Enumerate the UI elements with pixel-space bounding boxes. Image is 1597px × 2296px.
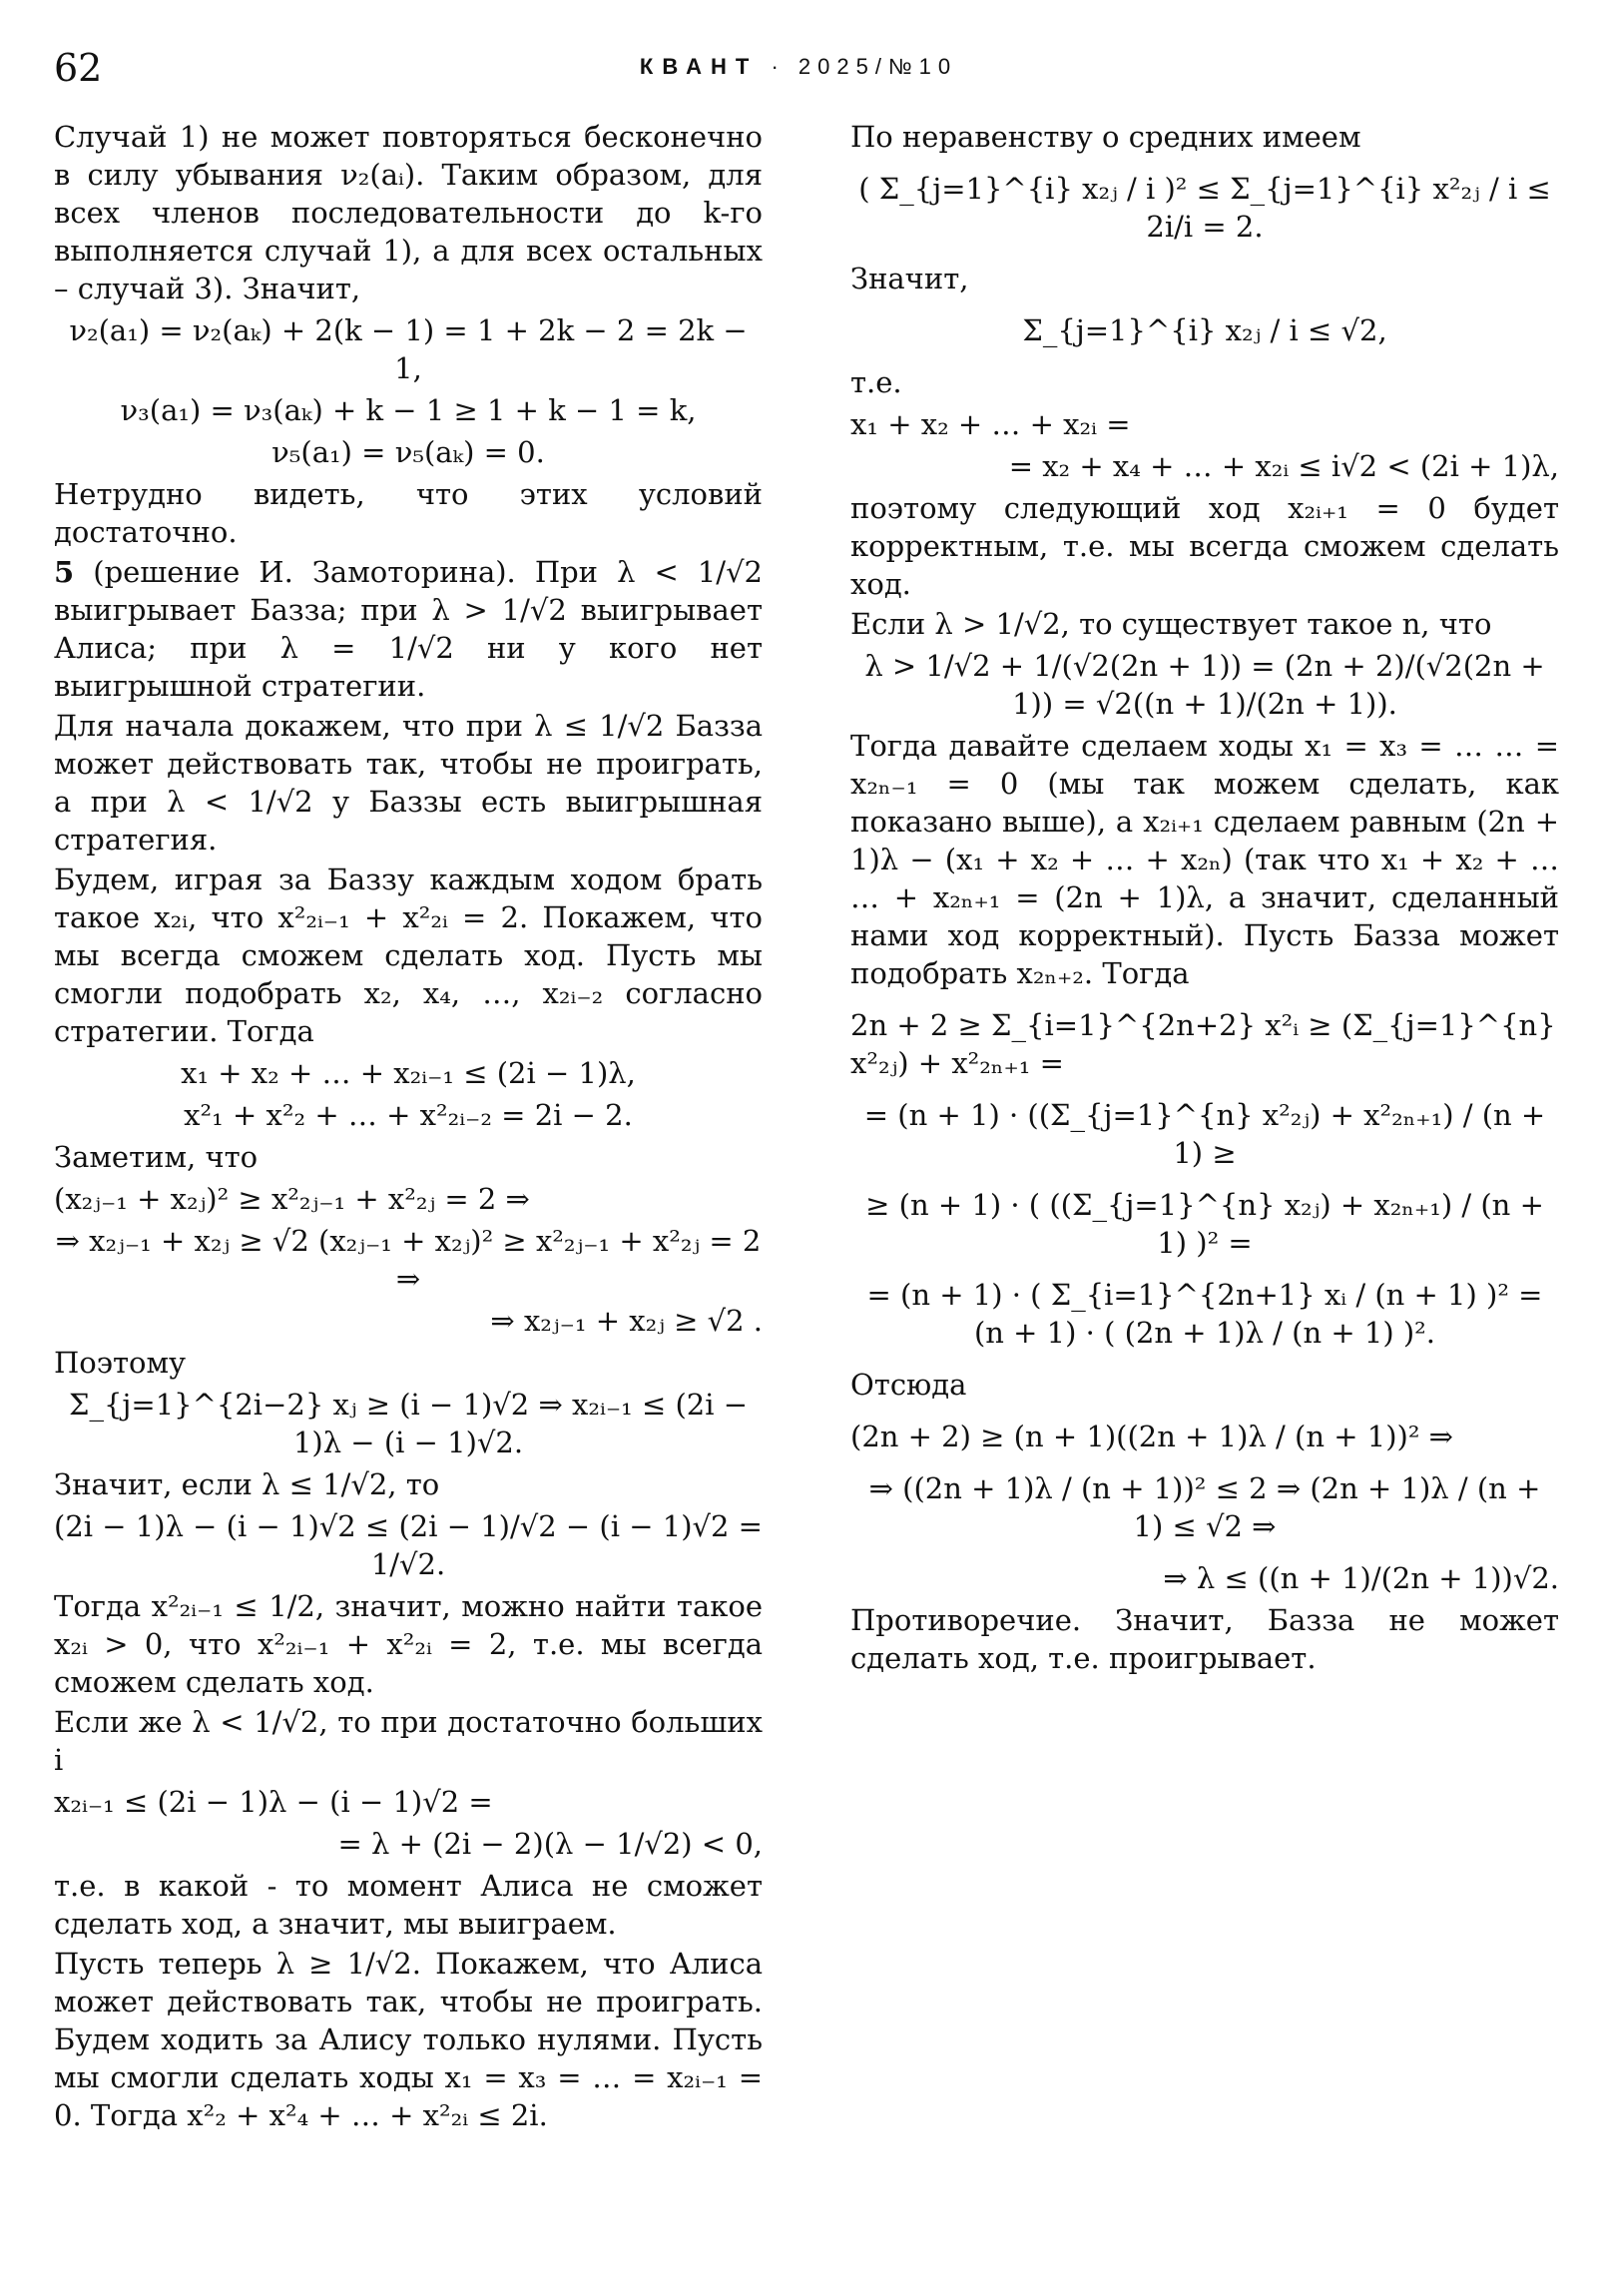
paragraph: Значит, [850, 262, 969, 295]
paragraph: поэтому следующий ход x₂ᵢ₊₁ = 0 будет корректным, т.е. мы всегда сможем сделать ход. [850, 491, 1559, 601]
paragraph: Нетрудно видеть, что этих условий достаточно. [54, 477, 763, 549]
equation: ν₃(a₁) = ν₃(aₖ) + k − 1 ≥ 1 + k − 1 = k, [120, 393, 697, 427]
equation: ( Σ_{j=1}^{i} x₂ⱼ / i )² ≤ Σ_{j=1}^{i} x²₂ⱼ / i ≤ 2i/i = 2. [858, 172, 1551, 244]
paragraph: Если же λ < 1/√2, то при достаточно больших i [54, 1705, 763, 1777]
equation: x₁ + x₂ + … + x₂ᵢ₋₁ ≤ (2i − 1)λ, [181, 1056, 636, 1090]
page-header [54, 46, 1543, 90]
equation: ≥ (n + 1) · ( ((Σ_{j=1}^{n} x₂ⱼ) + x₂ₙ₊₁) / (n + 1) )² = [865, 1188, 1544, 1260]
paragraph: Случай 1) не может повторяться бесконечно в силу убывания ν₂(aᵢ). Таким образом, для всех членов последовательности до k-го выполняется случай 1), а для всех остальных – случай 3). Значит, [54, 120, 763, 305]
equation: = (n + 1) · ( Σ_{i=1}^{2n+1} xᵢ / (n + 1) )² = (n + 1) · ( (2n + 1)λ / (n + 1) )². [866, 1278, 1543, 1350]
running-head [54, 54, 1543, 80]
left-column [54, 118, 763, 2136]
equation: (2i − 1)λ − (i − 1)√2 ≤ (2i − 1)/√2 − (i − 1)√2 = 1/√2. [54, 1509, 763, 1581]
equation: = λ + (2i − 2)(λ − 1/√2) < 0, [337, 1827, 763, 1861]
equation: ν₂(a₁) = ν₂(aₖ) + 2(k − 1) = 1 + 2k − 2 = 2k − 1, [69, 313, 748, 385]
paragraph: Тогда давайте сделаем ходы x₁ = x₃ = … … = x₂ₙ₋₁ = 0 (мы так можем сделать, как показано выше), а x₂ᵢ₊₁ сделаем равным (2n + 1)λ − (x₁ + x₂ + … + x₂ₙ) (так что x₁ + x₂ + … … + x₂ₙ₊₁ = (2n + 1)λ, а значит, сделанный нами ход корректный). Пусть Базза может подобрать x₂ₙ₊₂. Тогда [850, 729, 1559, 990]
paragraph: Тогда x²₂ᵢ₋₁ ≤ 1/2, значит, можно найти такое x₂ᵢ > 0, что x²₂ᵢ₋₁ + x²₂ᵢ = 2, т.е. мы всегда сможем сделать ход. [54, 1589, 763, 1699]
paragraph: Заметим, что [54, 1140, 259, 1174]
paragraph: Противоречие. Значит, Базза не может сделать ход, т.е. проигрывает. [850, 1603, 1559, 1675]
paragraph: Поэтому [54, 1346, 187, 1380]
paragraph: Отсюда [850, 1368, 967, 1402]
paragraph: Значит, если λ ≤ 1/√2, то [54, 1467, 440, 1501]
issue-label: · 2025/№10 [771, 54, 958, 79]
equation: λ > 1/√2 + 1/(√2(2n + 1)) = (2n + 2)/(√2(2n + 1)) = √2((n + 1)/(2n + 1)). [864, 649, 1545, 721]
equation: x₂ᵢ₋₁ ≤ (2i − 1)λ − (i − 1)√2 = [54, 1785, 493, 1819]
equation: x₁ + x₂ + … + x₂ᵢ = [850, 407, 1131, 441]
right-column [850, 118, 1559, 1679]
paragraph: Будем, играя за Баззу каждым ходом брать такое x₂ᵢ, что x²₂ᵢ₋₁ + x²₂ᵢ = 2. Покажем, что мы всегда сможем сделать ход. Пусть мы смогли подобрать x₂, x₄, …, x₂ᵢ₋₂ согласно стратегии. Тогда [54, 862, 763, 1048]
equation: ⇒ ((2n + 1)λ / (n + 1))² ≤ 2 ⇒ (2n + 1)λ / (n + 1) ≤ √2 ⇒ [868, 1471, 1541, 1543]
paragraph: т.е. в какой - то момент Алиса не сможет сделать ход, а значит, мы выиграем. [54, 1869, 763, 1941]
equation: ν₅(a₁) = ν₅(aₖ) = 0. [271, 435, 545, 469]
equation: = x₂ + x₄ + … + x₂ᵢ ≤ i√2 < (2i + 1)λ, [1008, 449, 1559, 483]
paragraph: Если λ > 1/√2, то существует такое n, что [850, 607, 1492, 641]
paragraph: По неравенству о средних имеем [850, 120, 1361, 154]
equation: ⇒ x₂ⱼ₋₁ + x₂ⱼ ≥ √2 . [490, 1304, 763, 1338]
equation: x²₁ + x²₂ + … + x²₂ᵢ₋₂ = 2i − 2. [184, 1098, 633, 1132]
equation: ⇒ λ ≤ ((n + 1)/(2n + 1))√2. [1163, 1561, 1559, 1595]
equation: Σ_{j=1}^{i} x₂ⱼ / i ≤ √2, [1022, 313, 1387, 347]
paragraph [54, 553, 763, 705]
journal-name: КВАНТ [639, 54, 759, 79]
equation: = (n + 1) · ((Σ_{j=1}^{n} x²₂ⱼ) + x²₂ₙ₊₁) / (n + 1) ≥ [863, 1098, 1546, 1170]
equation: 2n + 2 ≥ Σ_{i=1}^{2n+2} x²ᵢ ≥ (Σ_{j=1}^{n} x²₂ⱼ) + x²₂ₙ₊₁ = [850, 1008, 1556, 1080]
page-number: 62 [54, 46, 103, 90]
paragraph: Пусть теперь λ ≥ 1/√2. Покажем, что Алиса может действовать так, чтобы не проиграть. Будем ходить за Алису только нулями. Пусть мы смогли сделать ходы x₁ = x₃ = … = x₂ᵢ₋₁ = 0. Тогда x²₂ + x²₄ + … + x²₂ᵢ ≤ 2i. [54, 1947, 763, 2132]
equation: (x₂ⱼ₋₁ + x₂ⱼ)² ≥ x²₂ⱼ₋₁ + x²₂ⱼ = 2 ⇒ [54, 1182, 530, 1216]
problem-number: 5 [54, 555, 75, 589]
paragraph: т.е. [850, 365, 902, 399]
equation: (2n + 2) ≥ (n + 1)((2n + 1)λ / (n + 1))² ⇒ [850, 1420, 1453, 1453]
equation: ⇒ x₂ⱼ₋₁ + x₂ⱼ ≥ √2 (x₂ⱼ₋₁ + x₂ⱼ)² ≥ x²₂ⱼ₋₁ + x²₂ⱼ = 2 ⇒ [55, 1224, 762, 1296]
paragraph-text: (решение И. Замоторина). При λ < 1/√2 выигрывает Базза; при λ > 1/√2 выигрывает Алиса; при λ = 1/√2 ни у кого нет выигрышной стратегии. [54, 555, 764, 703]
paragraph: Для начала докажем, что при λ ≤ 1/√2 Базза может действовать так, чтобы не проиграть, а при λ < 1/√2 у Баззы есть выигрышная стратегия. [54, 709, 763, 857]
equation: Σ_{j=1}^{2i−2} xⱼ ≥ (i − 1)√2 ⇒ x₂ᵢ₋₁ ≤ (2i − 1)λ − (i − 1)√2. [68, 1388, 749, 1459]
